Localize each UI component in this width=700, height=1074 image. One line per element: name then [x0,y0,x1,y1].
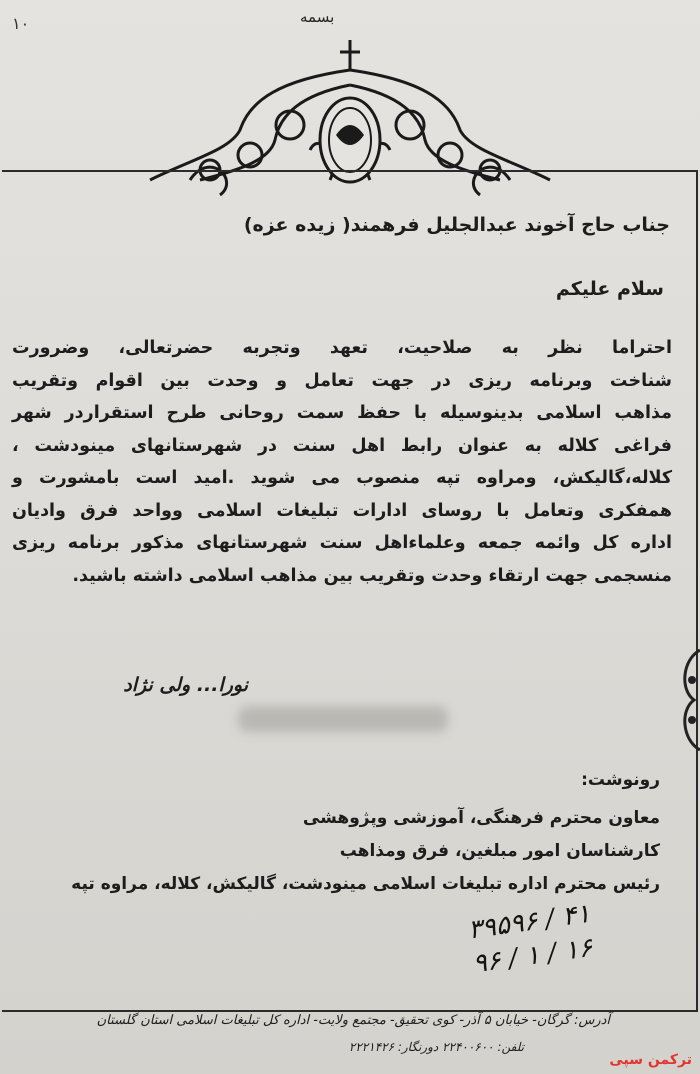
watermark: ترکمن سپی [609,1052,692,1068]
body-line: همفکری وتعامل با روسای ادارات تبلیغات اسلامی وواحد فرق وادیان [12,500,672,521]
greeting: سلام علیکم [555,278,664,300]
body-line: احتراما نظر به صلاحیت، تعهد وتجربه حضرتعالی، وضرورت [12,338,672,358]
body-line: اداره کل وائمه جمعه وعلماءاهل سنت شهرستانهای مذکور برنامه ریزی [12,533,672,553]
cc-item: معاون محترم فرهنگی، آموزشی وپژوهشی [302,808,660,828]
cc-item: کارشناسان امور مبلغین، فرق ومذاهب [339,841,660,861]
bismillah-text: بسمه [300,8,335,26]
handwritten-date: ۹۶ / ۱ / ۱۶ [470,932,595,980]
cc-list [71,802,660,901]
handwritten-number: ۳۹۵۹۶ / ۴۱ [466,898,593,946]
recipient-salutation: جناب حاج آخوند عبدالجلیل فرهمند( زیده عزه) [243,214,670,236]
body-line: شناخت وبرنامه ریزی در جهت تعامل و وحدت بین اقوام وتقریب [12,370,672,391]
body-line: فراغی کلاله به عنوان رابط اهل سنت در شهرستانهای مینودشت ، [12,435,672,456]
page-number: ۱۰ [12,14,30,33]
footer-address: آدرس: گرگان- خیابان ۵ آذر- کوی تحقیق- مجتمع ولایت- اداره کل تبلیغات اسلامی استان گلستان [96,1013,610,1028]
signature: نورا... ولی نژاد [123,674,248,696]
cc-title: رونوشت: [581,770,660,790]
letter-body [12,332,672,592]
cc-item: رئیس محترم اداره تبلیغات اسلامی مینودشت، گالیکش، کلاله، مراوه تپه [71,874,660,894]
body-line: منسجمی جهت ارتقاء وحدت وتقریب بین مذاهب اسلامی داشته باشید. [72,565,672,586]
redacted-area [238,706,448,732]
footer-phone: تلفن: ۲۲۴۰۰۶۰۰ دورنگار: ۲۲۲۱۴۲۶ [348,1040,524,1054]
edge-stamp-icon [674,640,700,760]
body-line: مذاهب اسلامی بدینوسیله با حفظ سمت روحانی طرح استقراردر شهر [12,403,672,423]
body-line: کلاله،گالیکش، ومراوه تپه منصوب می شوید .امید است بامشورت و [12,468,672,488]
